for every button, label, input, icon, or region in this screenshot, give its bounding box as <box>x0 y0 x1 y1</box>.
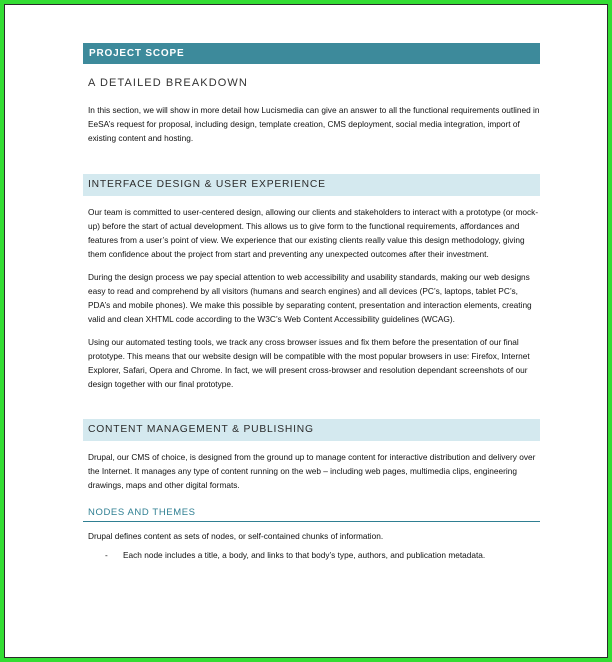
bullet-text: Each node includes a title, a body, and links to that body’s type, authors, and publication metadata. <box>123 550 486 560</box>
project-scope-paragraph: In this section, we will show in more detail how Lucismedia can give an answer to all the functional requirements outlined in EeSA’s request for proposal, including design, template creation, CMS deployment, social media integration, import of existing content and hosting. <box>88 105 540 143</box>
nodes-paragraph: Drupal defines content as sets of nodes, or self-contained chunks of information. <box>88 531 384 541</box>
interface-design-paragraph-2: During the design process we pay special attention to web accessibility and usability standards, making our web designs easy to read and comprehend by all visitors (humans and search engines) and all devices (PC’s, laptops, tablet PC’s, PDA’s and mobile phones). We make this possible by separating content, presentation and interaction elements, creating valid and clean XHTML code according to the W3C’s Web Content Accessibility guidelines (WCAG). <box>88 272 532 324</box>
interface-design-paragraph-1: Our team is committed to user-centered design, allowing our clients and stakeholders to interact with a prototype (or mock-up) before the start of actual development. This allows us to give form to the functional requirements, affordances and features from a user’s point of view. We experience that our existing clients really value this design methodology, giving them confidence about the project from start and preventing any unexpected outcomes after their investment. <box>88 207 539 259</box>
bullet-item <box>83 548 540 562</box>
interface-design-heading: INTERFACE DESIGN & USER EXPERIENCE <box>83 174 540 196</box>
content-management-heading: CONTENT MANAGEMENT & PUBLISHING <box>83 419 540 441</box>
nodes-and-themes-subheading: NODES AND THEMES <box>83 506 540 522</box>
document-content <box>83 43 540 562</box>
content-management-paragraph: Drupal, our CMS of choice, is designed from the ground up to manage content for interactive distribution and delivery over the Internet. It manages any type of content running on the web – including web pages, multimedia clips, engineering drawings, maps and other digital formats. <box>88 452 536 490</box>
project-scope-heading: PROJECT SCOPE <box>83 43 540 64</box>
interface-design-paragraph-3: Using our automated testing tools, we track any cross browser issues and fix them before the presentation of our final prototype. This means that our website design will be compatible with the most popular browsers in use: Firefox, Internet Explorer, Safari, Opera and Chrome. In fact, we will present cross-browser and resolution dependant screenshots of our design together with our final prototype. <box>88 337 530 389</box>
bullet-dash: - <box>105 550 108 560</box>
project-scope-subtitle: A DETAILED BREAKDOWN <box>88 77 248 89</box>
